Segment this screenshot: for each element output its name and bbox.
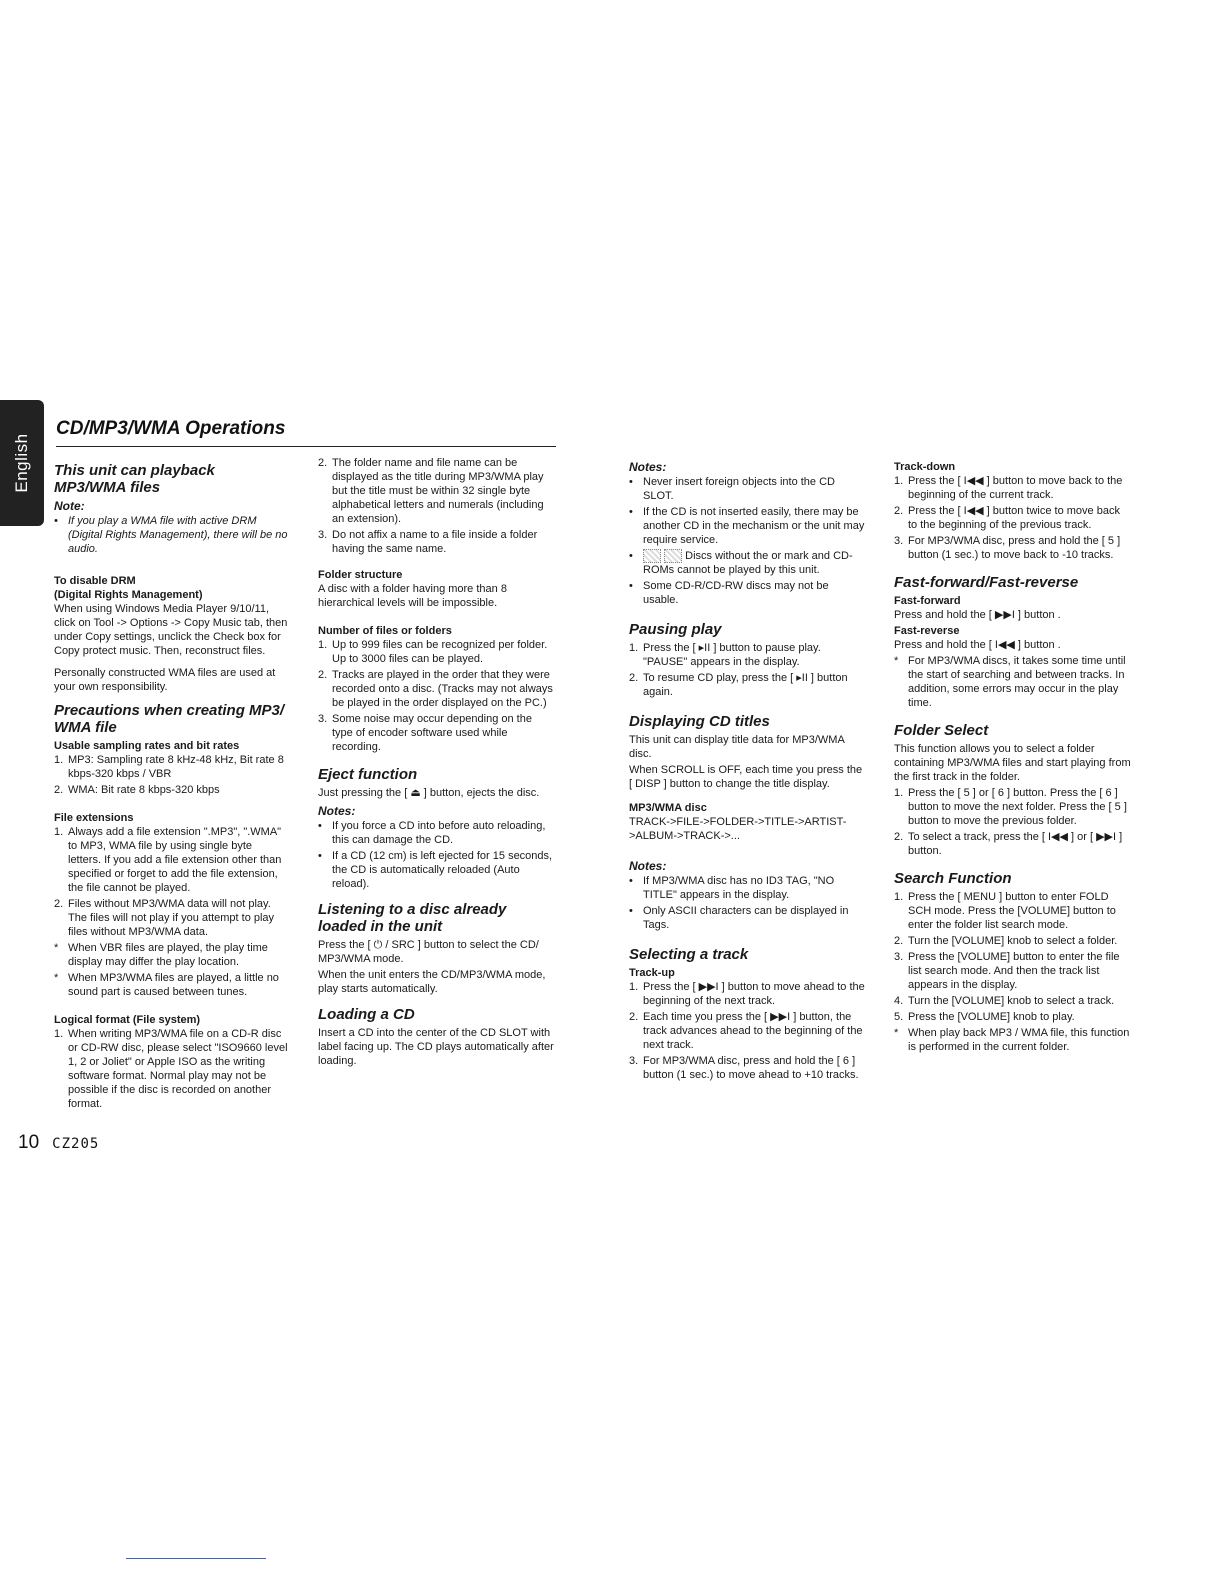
folder-structure-text: A disc with a folder having more than 8 hierarchical levels will be impossible. bbox=[318, 583, 507, 609]
list-item: • Only ASCII characters can be displayed in Tags. bbox=[629, 905, 849, 932]
trackdown-list bbox=[894, 474, 1132, 562]
column-3 bbox=[629, 458, 867, 1090]
folder-structure-heading: Folder structure bbox=[318, 569, 403, 581]
fr-sub: Fast-reverse bbox=[894, 625, 960, 637]
compact-disc-text-logo-icon bbox=[664, 549, 682, 563]
compact-disc-logo-icon bbox=[643, 549, 661, 563]
list-item: 3. For MP3/WMA disc, press and hold the [ 5 ] button (1 sec.) to move back to -10 tracks. bbox=[894, 535, 1121, 561]
disable-drm-sub: (Digital Rights Management) bbox=[54, 589, 203, 601]
list-item: 3. Do not affix a name to a file inside a folder having the same name. bbox=[318, 529, 538, 555]
model-name: CZ205 bbox=[52, 1136, 100, 1152]
displaying-text-2: When SCROLL is OFF, each time you press the [ DISP ] button to change the title display. bbox=[629, 764, 863, 791]
list-item: 3. Press the [VOLUME] button to enter the file list search mode. And then the track list appears in the display. bbox=[894, 951, 1120, 991]
loading-text: Insert a CD into the center of the CD SLOT with label facing up. The CD plays automatically after loading. bbox=[318, 1027, 554, 1067]
list-item: 2. Turn the [VOLUME] knob to select a folder. bbox=[894, 935, 1118, 947]
list-item: • If MP3/WMA disc has no ID3 TAG, "NO TITLE" appears in the display. bbox=[629, 875, 835, 902]
list-item: • If the CD is not inserted easily, there may be another CD in the mechanism or the unit may require service. bbox=[629, 506, 865, 546]
disc-heading: MP3/WMA disc bbox=[629, 802, 707, 815]
folder-text: This function allows you to select a folder containing MP3/WMA files and start playing from the first track in the folder. bbox=[894, 743, 1131, 783]
list-item: 2. To resume CD play, press the [ ▸II ] button again. bbox=[629, 672, 848, 699]
list-item: 1. Up to 999 files can be recognized per folder. Up to 3000 files can be played. bbox=[318, 639, 548, 665]
eject-heading: Eject function bbox=[318, 766, 418, 783]
list-item: 2. To select a track, press the [ I◀◀ ] or [ ▶▶I ] button. bbox=[894, 831, 1123, 857]
folder-list bbox=[894, 786, 1132, 858]
list-item: * When MP3/WMA files are played, a little no sound part is caused between tunes. bbox=[54, 972, 279, 998]
list-item: 3. Some noise may occur depending on the type of encoder software used while recording. bbox=[318, 713, 532, 753]
list-item: * When play back MP3 / WMA file, this function is performed in the current folder. bbox=[894, 1027, 1130, 1053]
page-number: 10 bbox=[18, 1132, 40, 1153]
search-heading: Search Function bbox=[894, 870, 1012, 887]
usable-list bbox=[54, 753, 288, 797]
page-title: CD/MP3/WMA Operations bbox=[56, 418, 286, 439]
list-item: 3. For MP3/WMA disc, press and hold the [ 6 ] button (1 sec.) to move ahead to +10 tracks. bbox=[629, 1055, 859, 1082]
list-item: 1. MP3: Sampling rate 8 kHz-48 kHz, Bit rate 8 kbps-320 kbps / VBR bbox=[54, 754, 284, 780]
selecting-heading: Selecting a track bbox=[629, 946, 749, 964]
list-item: 1. Press the [ I◀◀ ] button to move back to the beginning of the current track. bbox=[894, 475, 1123, 501]
list-item: 2. WMA: Bit rate 8 kbps-320 kbps bbox=[54, 784, 220, 796]
displaying-text-1: This unit can display title data for MP3/WMA disc. bbox=[629, 734, 845, 761]
list-item: 1. Press the [ MENU ] button to enter FOLD SCH mode. Press the [VOLUME] button to enter the folder list search mode. bbox=[894, 891, 1116, 931]
list-item: 2. The folder name and file name can be displayed as the title during MP3/WMA play but the title must be within 32 single byte alphabetical letters and numerals (including an extension). bbox=[318, 457, 544, 525]
list-item: 1. Always add a file extension ".MP3", ".WMA" to MP3, WMA file by using single byte letters. If you add a file extension other than specified or forget to add the file extension, the file cannot be played. bbox=[54, 826, 282, 894]
trackup-list bbox=[629, 980, 867, 1082]
playback-heading: This unit can playback MP3/WMA files bbox=[54, 462, 215, 496]
search-bullets bbox=[894, 1026, 1132, 1054]
precautions-heading: Precautions when creating MP3/ WMA file bbox=[54, 702, 285, 736]
cd-notes bbox=[629, 475, 867, 607]
list-item: 5. Press the [VOLUME] knob to play. bbox=[894, 1011, 1075, 1023]
pausing-list bbox=[629, 641, 867, 699]
disc-text: TRACK->FILE->FOLDER->TITLE->ARTIST- >ALBUM->TRACK->... bbox=[629, 816, 847, 843]
list-item: 1. When writing MP3/WMA file on a CD-R disc or CD-RW disc, please select "ISO9660 level 1, 2 or Joliet" or Apple ISO as the writing software format. Normal play may not be possible if the disc is recorded on another format. bbox=[54, 1028, 288, 1110]
notes2-label: Notes: bbox=[629, 859, 667, 874]
language-tab-label: English bbox=[12, 433, 31, 493]
ff-heading: Fast-forward/Fast-reverse bbox=[894, 574, 1079, 591]
list-item: 2. Files without MP3/WMA data will not play. The files will not play if you attempt to play files without MP3/WMA data. bbox=[54, 898, 275, 938]
listening-text-2: When the unit enters the CD/MP3/WMA mode, play starts automatically. bbox=[318, 969, 546, 995]
fr-text: Press and hold the [ I◀◀ ] button . bbox=[894, 639, 1061, 651]
disable-drm-text: When using Windows Media Player 9/10/11, click on Tool -> Options -> Copy Music tab, then under Copy settings, unclick the Check box for Copy protect music. Then, reconstruct files. bbox=[54, 603, 288, 657]
list-item: * For MP3/WMA discs, it takes some time until the start of searching and between tracks. In addition, some errors may occur in the play time. bbox=[894, 655, 1126, 709]
column-4 bbox=[894, 460, 1132, 1062]
column-2 bbox=[318, 456, 554, 1076]
drm-note: • If you play a WMA file with active DRM (Digital Rights Management), there will be no audio. bbox=[54, 515, 288, 555]
listening-heading: Listening to a disc already loaded in the unit bbox=[318, 901, 507, 935]
eject-notes bbox=[318, 819, 554, 891]
notes2-list bbox=[629, 874, 867, 932]
column-1 bbox=[54, 456, 288, 1119]
loading-heading: Loading a CD bbox=[318, 1006, 415, 1023]
ext-bullets bbox=[54, 941, 288, 999]
ext-list bbox=[54, 825, 288, 939]
folder-heading: Folder Select bbox=[894, 722, 989, 739]
list-item: • If a CD (12 cm) is left ejected for 15 seconds, the CD is automatically reloaded (Auto reload). bbox=[318, 850, 553, 890]
list-item: 1. Press the [ ▶▶I ] button to move ahead to the beginning of the next track. bbox=[629, 981, 865, 1008]
notes-label: Notes: bbox=[629, 460, 667, 474]
ff-text: Press and hold the [ ▶▶I ] button . bbox=[894, 609, 1061, 621]
list-item: 1. Press the [ 5 ] or [ 6 ] button. Press the [ 6 ] button to move the next folder. Press the [ 5 ] button to move the previous folder. bbox=[894, 787, 1127, 827]
list-item: 2. Each time you press the [ ▶▶I ] button, the track advances ahead to the beginning of the next track. bbox=[629, 1011, 863, 1052]
usable-heading: Usable sampling rates and bit rates bbox=[54, 740, 240, 752]
trackdown-heading: Track-down bbox=[894, 461, 956, 473]
list-item: • Some CD-R/CD-RW discs may not be usable. bbox=[629, 580, 829, 607]
folder-name-list bbox=[318, 456, 554, 556]
number-heading: Number of files or folders bbox=[318, 625, 452, 637]
pausing-heading: Pausing play bbox=[629, 621, 722, 639]
displaying-heading: Displaying CD titles bbox=[629, 713, 770, 731]
page-footer bbox=[18, 1132, 99, 1154]
drm-note-list bbox=[54, 514, 288, 556]
eject-text: Just pressing the [ ⏏ ] button, ejects the disc. bbox=[318, 787, 540, 799]
list-item: 4. Turn the [VOLUME] knob to select a track. bbox=[894, 995, 1115, 1007]
list-item: • If you force a CD into before auto reloading, this can damage the CD. bbox=[318, 820, 546, 846]
notes-label: Notes: bbox=[318, 804, 356, 818]
listening-text-1: Press the [ ⏻ / SRC ] button to select the CD/ MP3/WMA mode. bbox=[318, 939, 539, 965]
title-rule bbox=[56, 446, 556, 447]
list-item: * When VBR files are played, the play time display may differ the play location. bbox=[54, 942, 268, 968]
list-item: 2. Press the [ I◀◀ ] button twice to move back to the beginning of the previous track. bbox=[894, 505, 1120, 531]
logical-heading: Logical format (File system) bbox=[54, 1014, 201, 1026]
personal-text: Personally constructed WMA files are used at your own responsibility. bbox=[54, 667, 276, 693]
ff-bullets bbox=[894, 654, 1132, 710]
list-item: 2. Tracks are played in the order that they were recorded onto a disc. (Tracks may not always be played in the order displayed on the PC.) bbox=[318, 669, 553, 709]
ff-sub: Fast-forward bbox=[894, 595, 961, 607]
logical-list bbox=[54, 1027, 288, 1111]
list-item: • Never insert foreign objects into the CD SLOT. bbox=[629, 476, 835, 502]
trackup-heading: Track-up bbox=[629, 967, 675, 980]
search-list bbox=[894, 890, 1132, 1024]
bottom-link-underline bbox=[126, 1558, 266, 1559]
list-item: 1. Press the [ ▸II ] button to pause play. "PAUSE" appears in the display. bbox=[629, 642, 821, 669]
ext-heading: File extensions bbox=[54, 812, 134, 824]
list-item: • Discs without the or mark and CD-ROMs cannot be played by this unit. bbox=[629, 550, 853, 577]
note-label: Note: bbox=[54, 499, 85, 513]
disable-drm-heading: To disable DRM bbox=[54, 575, 136, 587]
number-list bbox=[318, 638, 554, 754]
